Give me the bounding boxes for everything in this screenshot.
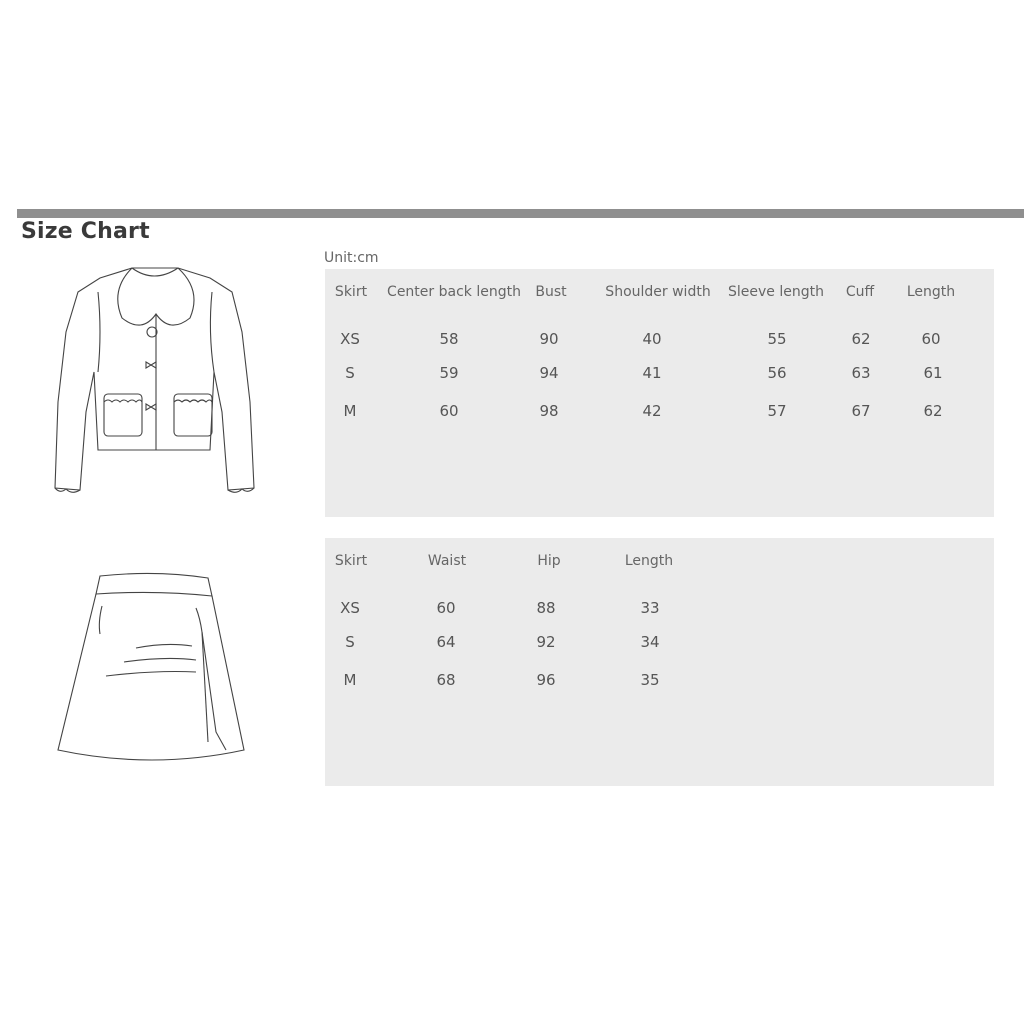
table-cell: 94	[539, 364, 559, 382]
table-header: Center back length	[387, 284, 521, 300]
table-header: Length	[624, 553, 674, 569]
table-header: Skirt	[334, 284, 368, 300]
table-cell: S	[345, 633, 355, 651]
table-header: Length	[906, 284, 956, 300]
header-rule	[17, 209, 1024, 218]
table-header: Sleeve length	[728, 284, 824, 300]
jacket-size-table	[325, 269, 994, 517]
table-header: Shoulder width	[605, 284, 711, 300]
table-cell: 63	[851, 364, 871, 382]
table-cell: 33	[640, 599, 660, 617]
table-cell: 92	[536, 633, 556, 651]
table-cell: 35	[640, 671, 660, 689]
table-cell: S	[345, 364, 355, 382]
table-cell: XS	[340, 330, 360, 348]
table-cell: 62	[923, 402, 943, 420]
table-cell: 60	[921, 330, 941, 348]
table-cell: 62	[851, 330, 871, 348]
table-cell: 98	[539, 402, 559, 420]
table-cell: 56	[767, 364, 787, 382]
table-cell: M	[343, 671, 357, 689]
table-cell: 55	[767, 330, 787, 348]
table-cell: 40	[642, 330, 662, 348]
unit-label: Unit:cm	[324, 250, 379, 266]
table-cell: 90	[539, 330, 559, 348]
skirt-sketch-icon	[56, 572, 248, 770]
table-cell: 41	[642, 364, 662, 382]
table-header: Bust	[535, 284, 567, 300]
skirt-size-table	[325, 538, 994, 786]
table-cell: 58	[439, 330, 459, 348]
table-cell: XS	[340, 599, 360, 617]
table-cell: 61	[923, 364, 943, 382]
table-cell: 57	[767, 402, 787, 420]
jacket-sketch-icon	[50, 262, 262, 498]
table-cell: 68	[436, 671, 456, 689]
table-cell: 34	[640, 633, 660, 651]
table-header: Waist	[427, 553, 467, 569]
table-cell: 96	[536, 671, 556, 689]
table-cell: 88	[536, 599, 556, 617]
page-title: Size Chart	[21, 219, 150, 244]
table-cell: 42	[642, 402, 662, 420]
table-cell: 59	[439, 364, 459, 382]
table-header: Cuff	[845, 284, 875, 300]
table-cell: 64	[436, 633, 456, 651]
table-cell: 67	[851, 402, 871, 420]
table-cell: M	[343, 402, 357, 420]
table-header: Hip	[537, 553, 561, 569]
table-header: Skirt	[334, 553, 368, 569]
table-cell: 60	[436, 599, 456, 617]
table-cell: 60	[439, 402, 459, 420]
